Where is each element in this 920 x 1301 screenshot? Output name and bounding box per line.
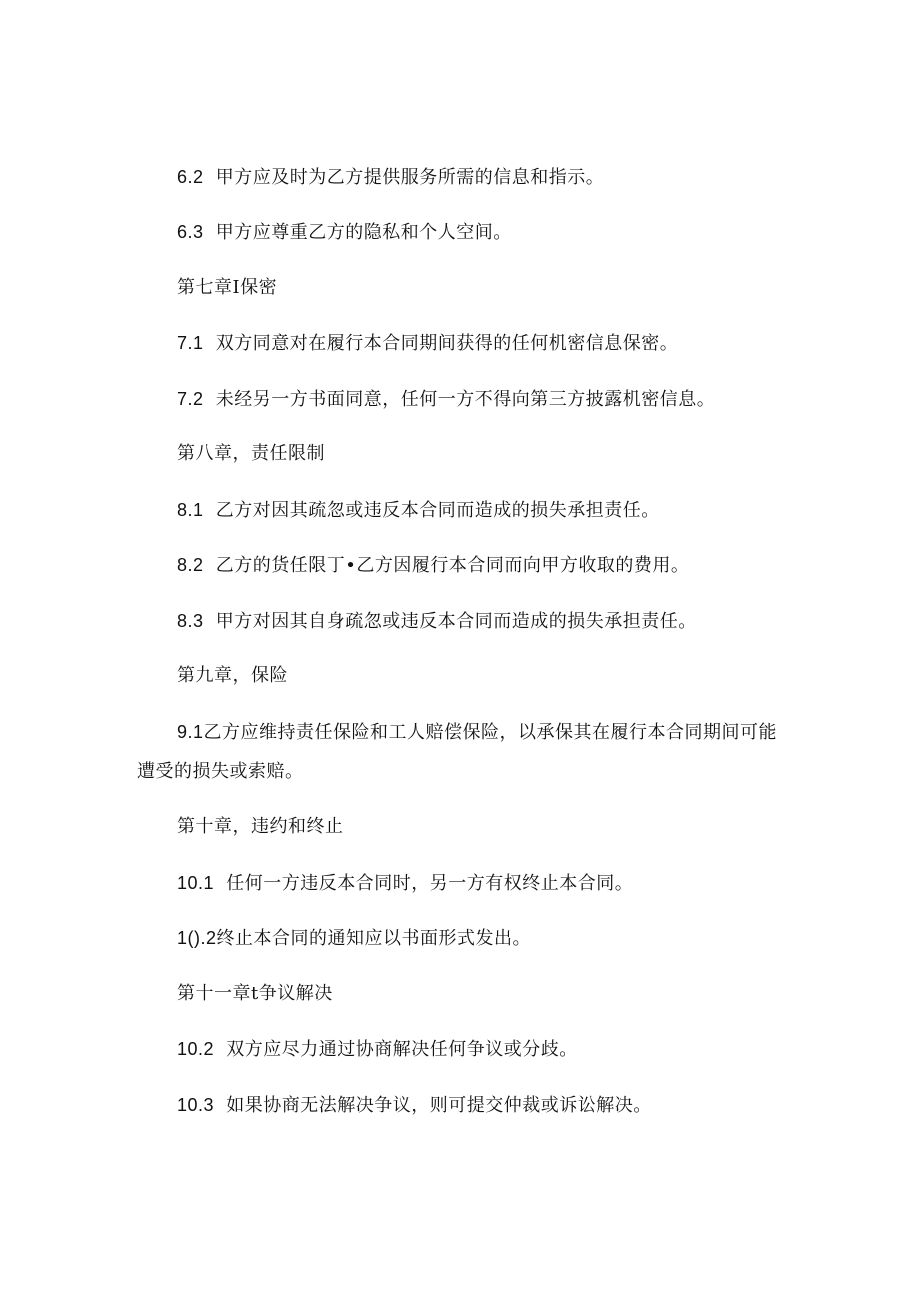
clause-text: 双方同意对在履行本合同期间获得的任何机密信息保密。 [215,333,679,354]
clause-text: 乙方应维持责任保险和工人赔偿保险，以承保其在履行本合同期间可能 [203,722,778,743]
clause-text: 任何一方违反本合同时，另一方有权终止本合同。 [226,873,634,894]
chapter-11-heading: 第十一章t争议解决 [177,983,333,1004]
clause-7-2 [177,387,715,412]
clause-number: 8.3 [177,611,204,631]
clause-text: 如果协商无法解决争议，则可提交仲裁或诉讼解决。 [226,1095,652,1116]
clause-10-2-notice [177,926,531,951]
clause-number: 10.2 [177,1039,215,1059]
chapter-8-heading: 第八章，责任限制 [177,443,325,464]
clause-7-1 [177,331,678,356]
clause-10-3 [177,1093,652,1118]
clause-number: 7.1 [177,333,204,353]
clause-8-1 [177,498,660,523]
clause-text: 乙方对因其疏忽或违反本合同而造成的损失承担责任。 [215,500,660,521]
clause-text: 甲方应尊重乙方的隐私和个人空间。 [215,222,512,243]
chapter-7-heading: 第七章I保密 [177,277,278,298]
clause-number: 6.3 [177,222,204,242]
clause-text: 终止本合同的通知应以书面形式发出。 [216,928,532,949]
clause-number: 8.1 [177,500,204,520]
clause-number: 6.2 [177,167,204,187]
chapter-9-heading: 第九章，保险 [177,665,288,686]
clause-number: 8.2 [177,555,204,575]
clause-number: 1().2 [177,928,217,948]
clause-8-3 [177,609,697,634]
clause-number: 10.3 [177,1095,215,1115]
clause-text: 乙方的货任限丁•乙方因履行本合同而向甲方收取的费用。 [215,555,690,576]
clause-text: 甲方应及时为乙方提供服务所需的信息和指示。 [215,167,605,188]
clause-number: 9.1 [177,722,204,742]
clause-9-1-continuation: 遭受的损失或索赔。 [137,761,304,782]
clause-number: 10.1 [177,873,215,893]
clause-8-2 [177,553,689,578]
clause-6-2 [177,165,604,190]
clause-10-2 [177,1037,578,1062]
clause-number: 7.2 [177,389,204,409]
clause-6-3 [177,220,512,245]
chapter-10-heading: 第十章，违约和终止 [177,816,344,837]
clause-9-1 [177,720,777,745]
clause-text: 甲方对因其自身疏忽或违反本合同而造成的损失承担责任。 [215,611,697,632]
clause-text: 双方应尽力通过协商解决任何争议或分歧。 [226,1039,578,1060]
clause-10-1 [177,871,633,896]
clause-text: 未经另一方书面同意，任何一方不得向第三方披露机密信息。 [215,389,716,410]
